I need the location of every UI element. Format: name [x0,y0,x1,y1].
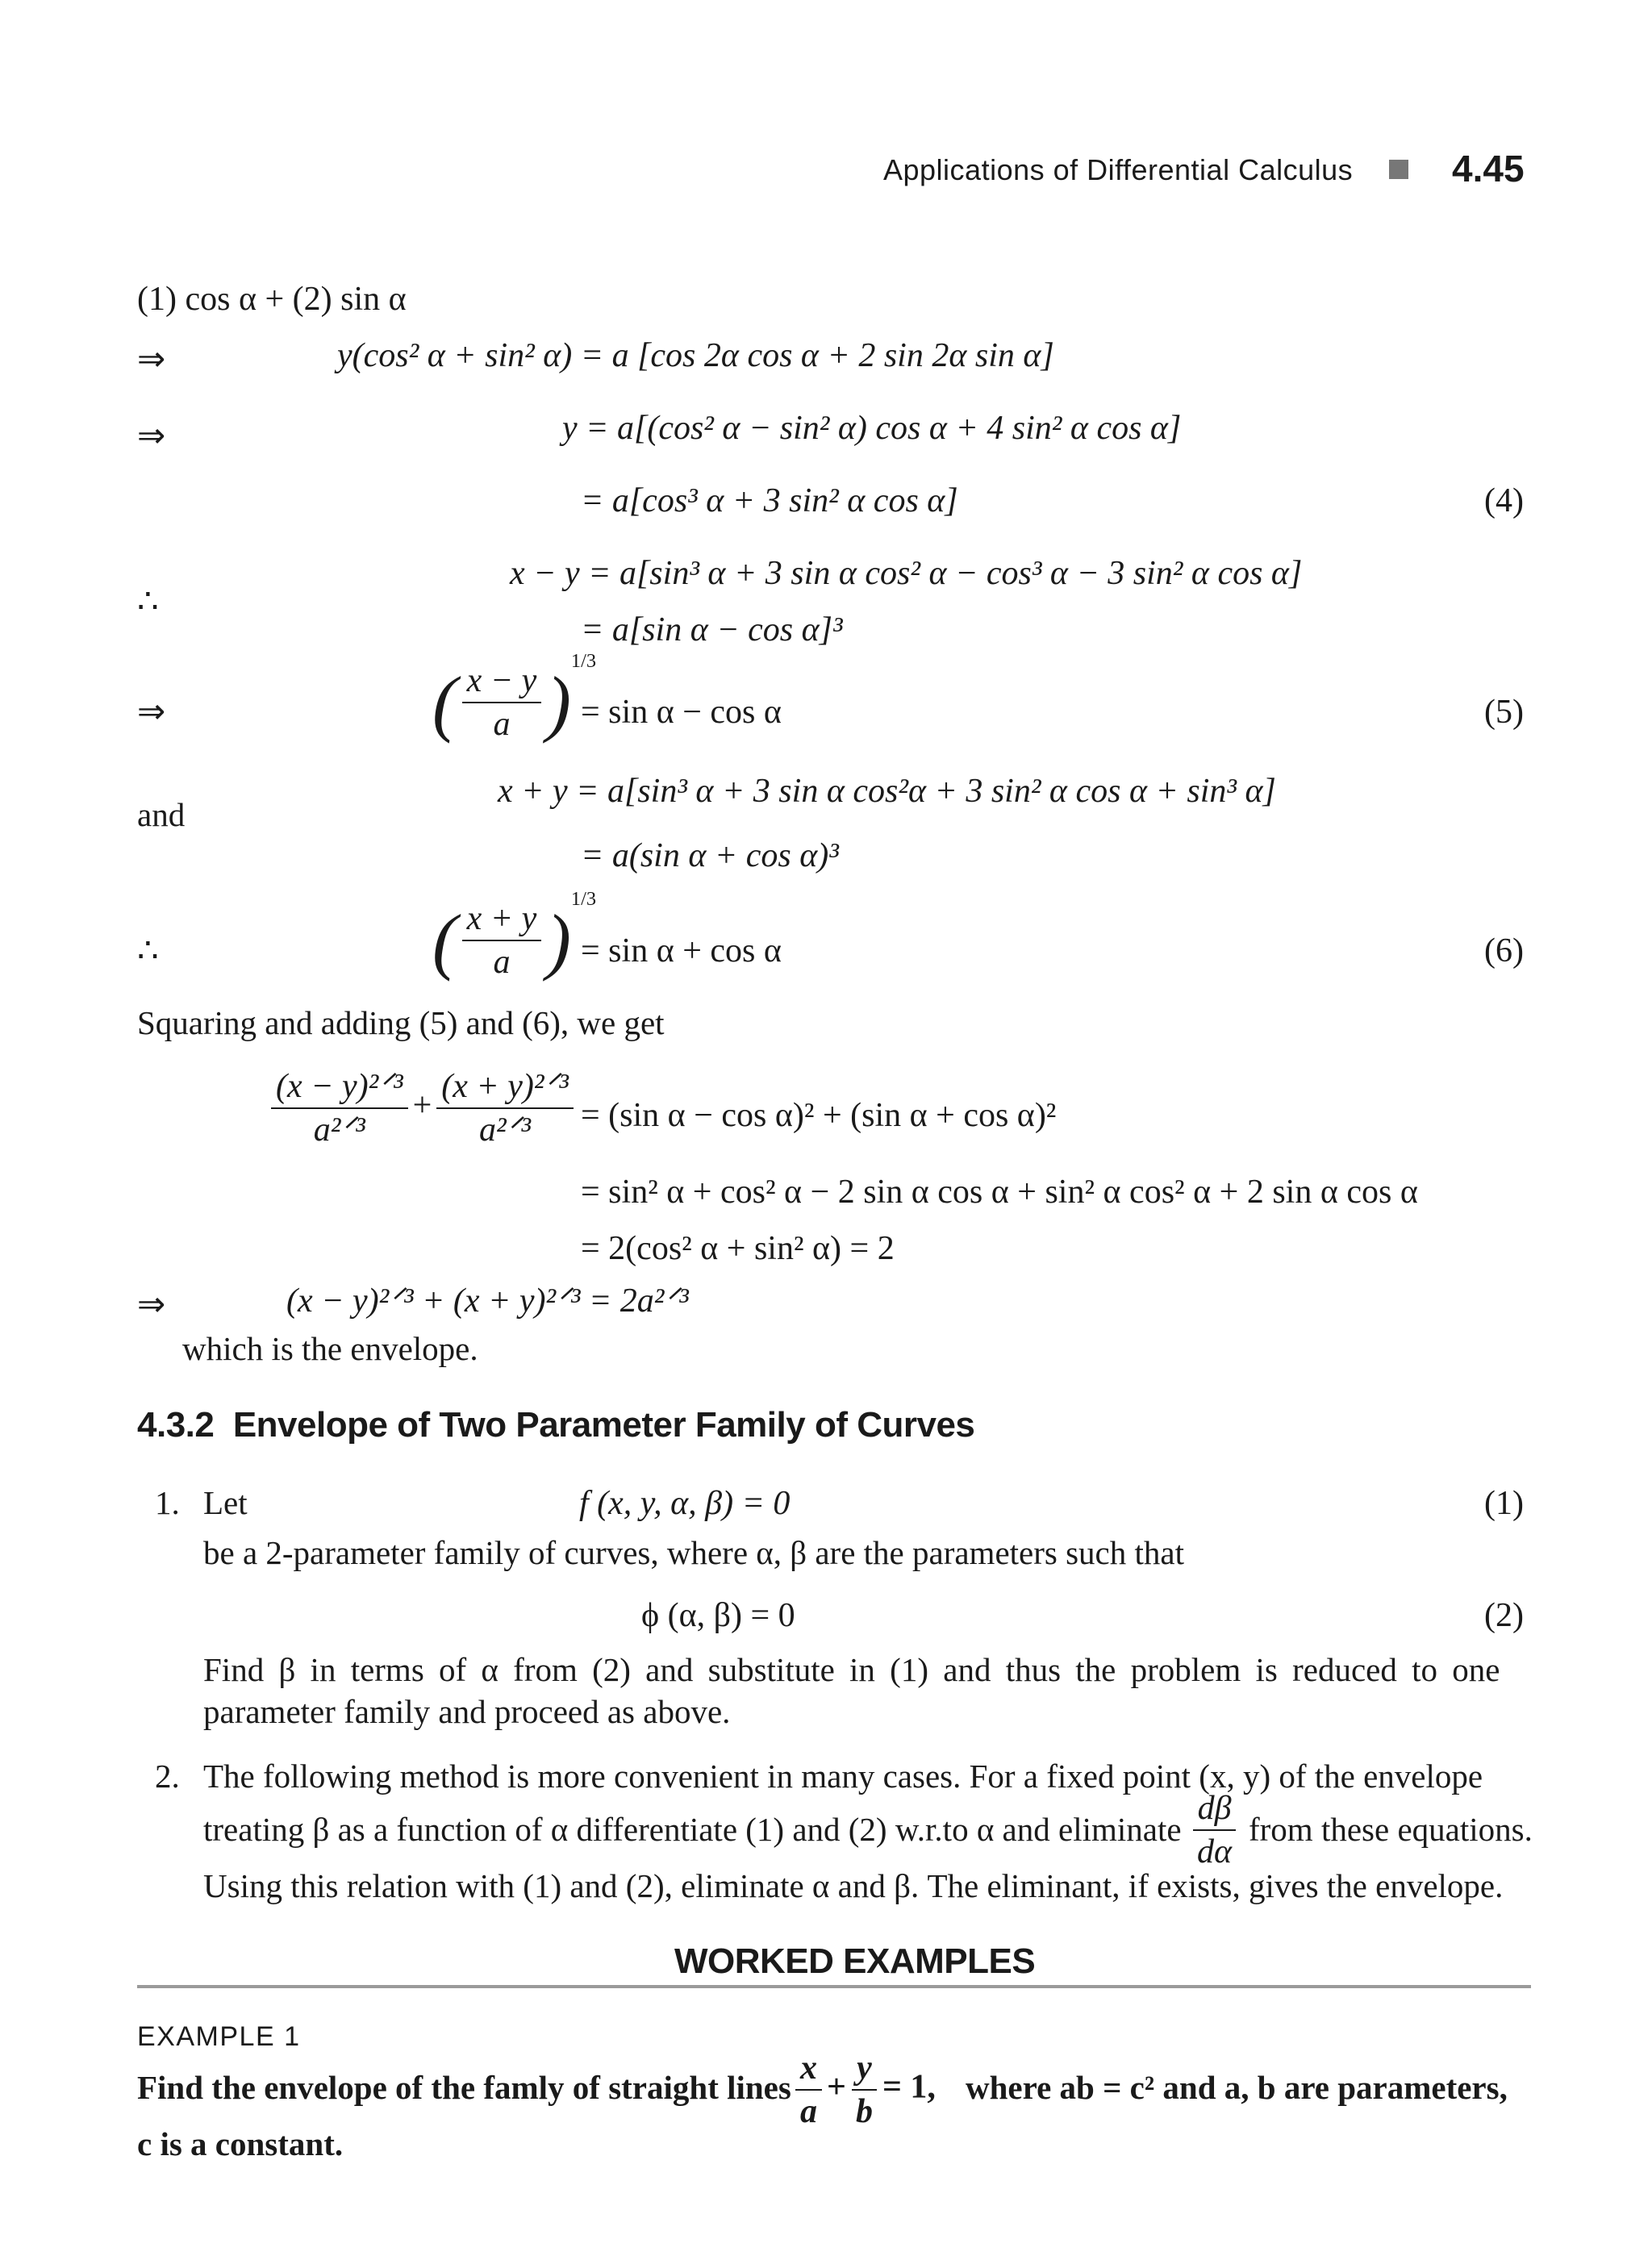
x-minus-y-line-1: x − y = a[sin³ α + 3 sin α cos² α − cos³ α − 3 sin² α cos α] [510,555,1303,592]
fraction-numerator: x + y [462,901,542,941]
item-1-text-2b: parameter family and proceed as above. [203,1693,731,1730]
implies-symbol: ⇒ [137,694,166,731]
section-title: Envelope of Two Parameter Family of Curves [232,1405,975,1445]
example-text-3: c is a constant. [137,2125,344,2162]
list-marker-2: 2. [155,1758,180,1795]
exponent-one-third: 1/3 [570,650,597,672]
fraction-numerator: dβ [1193,1791,1237,1831]
equals-one: = 1, [882,2068,936,2106]
item-2-line-2b: from these equations. [1249,1811,1533,1848]
fraction-denominator: dα [1197,1833,1233,1871]
x-minus-y-over-a [462,663,542,742]
let-text: Let [203,1484,248,1521]
plus-sign: + [412,1086,432,1124]
y-line-1: y(cos² α + sin² α) = a [cos 2α cos α + 2 sin 2α sin α] [337,337,1054,374]
equation-number-2: (2) [1484,1597,1524,1634]
sum-fraction-2 [436,1069,574,1148]
header-square-icon [1389,160,1408,179]
fraction-denominator: b [855,2093,873,2131]
x-over-a [795,2050,822,2129]
sum-line-3: = 2(cos² α + sin² α) = 2 [581,1230,895,1267]
y-over-b [851,2050,878,2129]
sum-line-2: = sin² α + cos² α − 2 sin α cos α + sin² α cos² α + 2 sin α cos α [581,1174,1418,1211]
item-2-line-2a: treating β as a function of α differentiate (1) and (2) w.r.to α and eliminate [203,1811,1182,1848]
constraint-equation: ϕ (α, β) = 0 [641,1597,795,1634]
line-equation [791,2050,936,2129]
section-heading [137,1407,974,1443]
list-marker-1: 1. [155,1484,180,1521]
and-text: and [137,796,186,833]
example-text-2: where ab = c² and a, b are parameters, [966,2069,1508,2106]
implies-symbol: ⇒ [137,1286,166,1324]
sum-fraction-1 [271,1069,408,1148]
equation-number-4: (4) [1484,482,1524,519]
y-line-2: y = a[(cos² α − sin² α) cos α + 4 sin² α cos α] [562,410,1182,447]
derivative-fraction [1192,1791,1237,1870]
heading-rule [137,1985,1531,1988]
fraction-numerator: (x − y)²ᐟ³ [271,1069,408,1109]
equation-number-6: (6) [1484,932,1524,970]
fraction-denominator: a [493,943,511,981]
x-minus-y-line-2: = a[sin α − cos α]³ [581,611,843,648]
x-minus-y-result: = sin α − cos α [581,694,782,731]
running-title: Applications of Differential Calculus [883,153,1354,186]
page-number: 4.45 [1452,148,1525,190]
sum-lhs [266,1069,578,1148]
x-plus-y-over-a [462,901,542,980]
example-label: EXAMPLE 1 [137,2021,301,2052]
final-envelope-equation: (x − y)²ᐟ³ + (x + y)²ᐟ³ = 2a²ᐟ³ [286,1282,689,1320]
squaring-text: Squaring and adding (5) and (6), we get [137,1004,665,1041]
fraction-numerator: x − y [462,663,542,703]
implies-symbol: ⇒ [137,418,166,455]
fraction-denominator: a [800,2093,817,2131]
plus-sign: + [827,2068,846,2106]
y-line-3: = a[cos³ α + 3 sin² α cos α] [581,482,958,519]
therefore-symbol: ∴ [137,583,159,620]
d-beta-d-alpha [1187,1791,1241,1870]
x-minus-y-over-a-power: ( $\frac{x - y}{a}$ )$^{1/3}$ [432,650,597,744]
worked-examples-heading: WORKED EXAMPLES [674,1941,1036,1981]
fraction-denominator: a²ᐟ³ [313,1111,365,1149]
fraction-numerator: (x + y)²ᐟ³ [436,1069,574,1109]
item-2-line-3: Using this relation with (1) and (2), eliminate α and β. The eliminant, if exists, gives the envelope. [203,1867,1504,1904]
implies-symbol: ⇒ [137,341,166,378]
step-intro: (1) cos α + (2) sin α [137,281,407,318]
family-equation: f (x, y, α, β) = 0 [579,1485,791,1522]
fraction-denominator: a²ᐟ³ [479,1111,532,1149]
example-text-1: Find the envelope of the famly of straight lines [137,2069,791,2106]
exponent-one-third: 1/3 [570,888,597,910]
final-text: which is the envelope. [182,1330,478,1367]
item-2-line-1: The following method is more convenient in many cases. For a fixed point (x, y) of the envelope [203,1758,1483,1795]
fraction-denominator: a [493,705,511,743]
x-plus-y-result: = sin α + cos α [581,932,782,970]
item-1-text: be a 2-parameter family of curves, where α, β are the parameters such that [203,1534,1184,1571]
x-plus-y-line-2: = a(sin α + cos α)³ [581,837,839,874]
fraction-numerator: x [795,2050,822,2091]
x-plus-y-line-1: x + y = a[sin³ α + 3 sin α cos²α + 3 sin² α cos α + sin³ α] [498,773,1276,810]
section-number: 4.3.2 [137,1405,215,1445]
x-plus-y-over-a-power: ( $\frac{x + y}{a}$ )$^{1/3}$ [432,888,597,982]
fraction-numerator: y [852,2050,877,2091]
sum-line-1-rhs: = (sin α − cos α)² + (sin α + cos α)² [581,1097,1057,1134]
therefore-symbol: ∴ [137,932,159,970]
item-1-text-2a: Find β in terms of α from (2) and substitute in (1) and thus the problem is reduced to one [203,1651,1500,1688]
equation-number-5: (5) [1484,694,1524,731]
equation-number-1: (1) [1484,1485,1524,1522]
